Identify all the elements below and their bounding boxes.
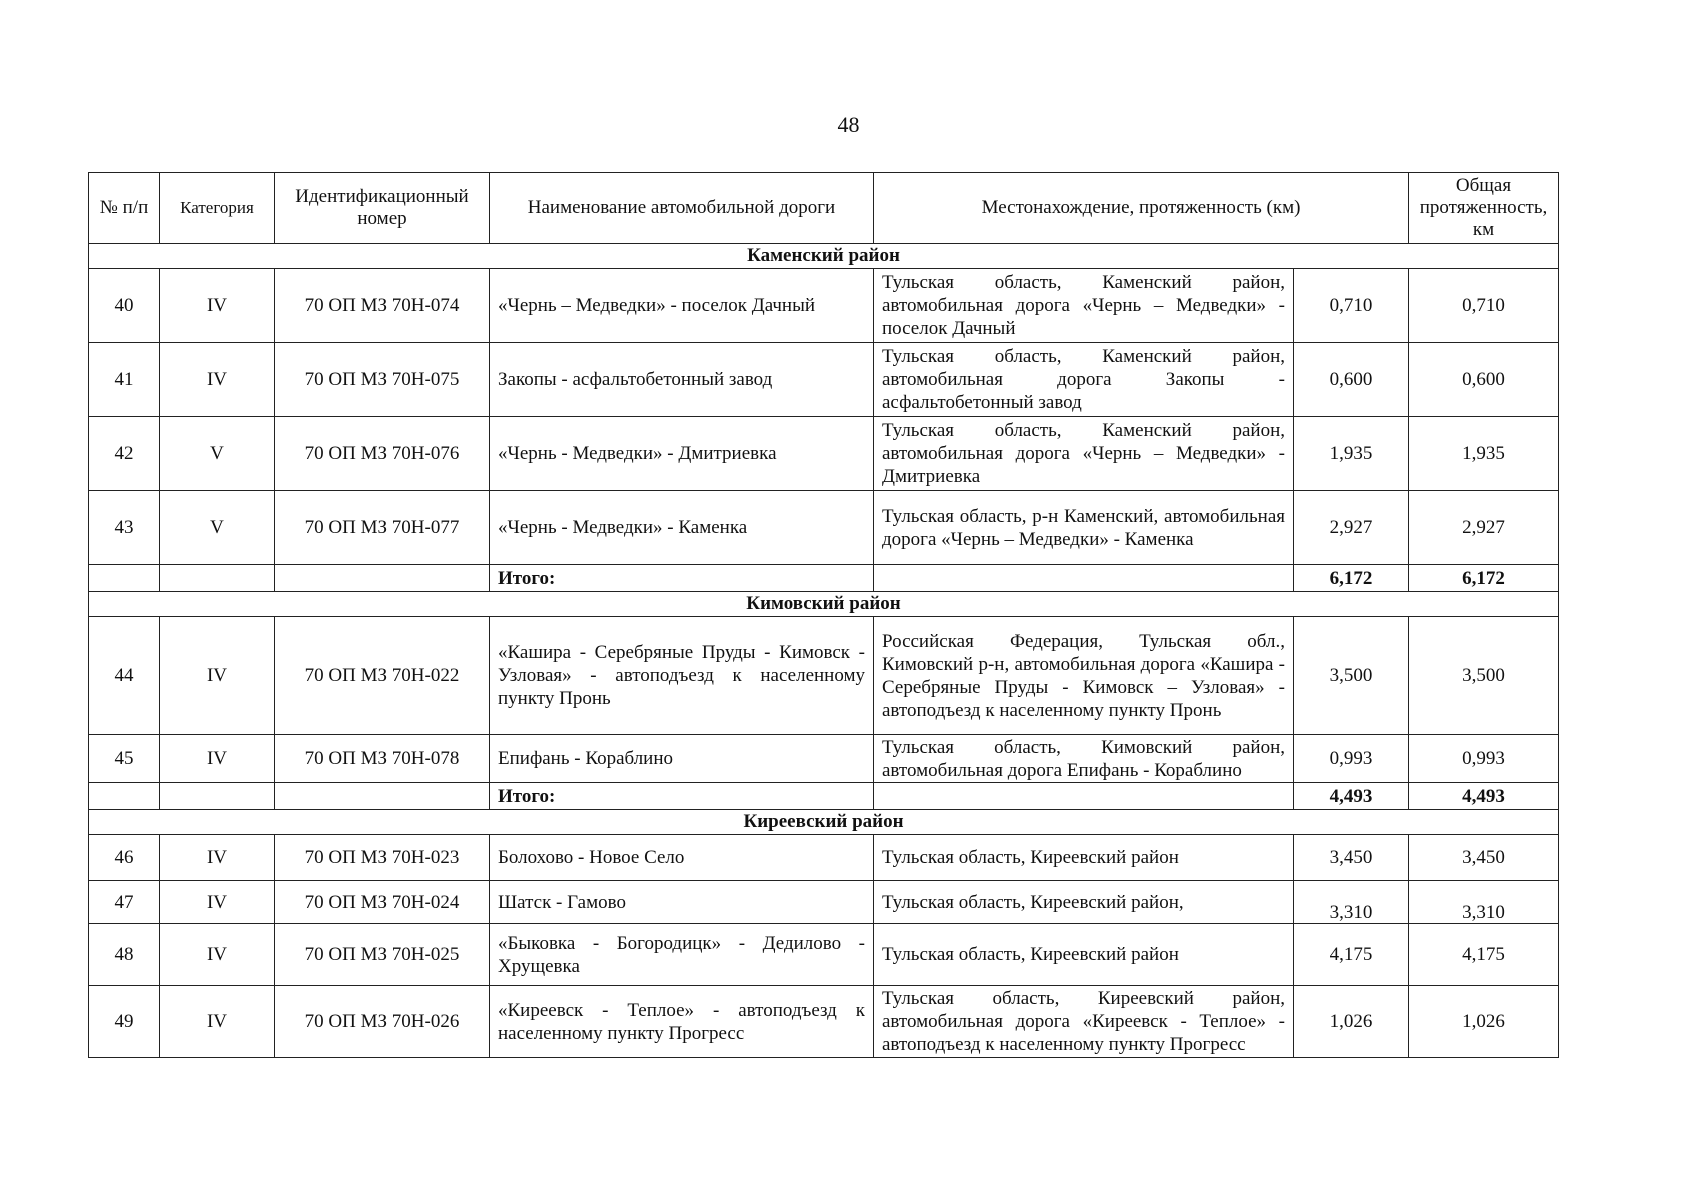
cell-total: 3,500 — [1409, 617, 1559, 735]
cell-location: Тульская область, Каменский район, автомобильная дорога «Чернь – Медведки» - поселок Дачный — [874, 269, 1294, 343]
cell-road-name: Болохово - Новое Село — [490, 835, 874, 881]
cell-total: 0,993 — [1409, 735, 1559, 783]
cell-total: 1,935 — [1409, 417, 1559, 491]
empty-cell — [89, 783, 160, 810]
cell-num: 41 — [89, 343, 160, 417]
cell-location: Тульская область, Каменский район, автомобильная дорога «Чернь – Медведки» - Дмитриевка — [874, 417, 1294, 491]
district-row — [89, 592, 1559, 617]
cell-length: 1,026 — [1294, 986, 1409, 1058]
district-row — [89, 244, 1559, 269]
cell-category: IV — [160, 924, 275, 986]
length-value: 3,310 — [1329, 901, 1373, 923]
cell-location: Тульская область, Кимовский район, автомобильная дорога Епифань - Кораблино — [874, 735, 1294, 783]
cell-id: 70 ОП МЗ 70Н-078 — [275, 735, 490, 783]
empty-cell — [275, 565, 490, 592]
cell-num: 47 — [89, 881, 160, 924]
cell-total: 2,927 — [1409, 491, 1559, 565]
table-row — [89, 735, 1559, 783]
cell-road-name: Епифань - Кораблино — [490, 735, 874, 783]
district-title: Кимовский район — [89, 592, 1559, 617]
header-road-name: Наименование автомобильной дороги — [490, 173, 874, 244]
cell-length: 0,710 — [1294, 269, 1409, 343]
cell-category: IV — [160, 881, 275, 924]
cell-num: 49 — [89, 986, 160, 1058]
table-row — [89, 924, 1559, 986]
table-row — [89, 343, 1559, 417]
cell-location: Российская Федерация, Тульская обл., Кимовский р-н, автомобильная дорога «Кашира - Серебряные Пруды - Кимовск – Узловая» - автоподъезд к населенному пункту Пронь — [874, 617, 1294, 735]
cell-num: 42 — [89, 417, 160, 491]
cell-road-name: «Кашира - Серебряные Пруды - Кимовск - Узловая» - автоподъезд к населенному пункту Пронь — [490, 617, 874, 735]
cell-id: 70 ОП МЗ 70Н-076 — [275, 417, 490, 491]
cell-total: 3,450 — [1409, 835, 1559, 881]
cell-location: Тульская область, р-н Каменский, автомобильная дорога «Чернь – Медведки» - Каменка — [874, 491, 1294, 565]
total-length: 4,493 — [1294, 783, 1409, 810]
cell-id: 70 ОП МЗ 70Н-026 — [275, 986, 490, 1058]
cell-total: 1,026 — [1409, 986, 1559, 1058]
cell-total: 0,600 — [1409, 343, 1559, 417]
cell-category: IV — [160, 269, 275, 343]
cell-id: 70 ОП МЗ 70Н-074 — [275, 269, 490, 343]
cell-road-name: «Киреевск - Теплое» - автоподъезд к населенному пункту Прогресс — [490, 986, 874, 1058]
empty-cell — [874, 565, 1294, 592]
total-label: Итого: — [490, 783, 874, 810]
cell-road-name: Шатск - Гамово — [490, 881, 874, 924]
page-number: 48 — [837, 112, 860, 137]
empty-cell — [275, 783, 490, 810]
cell-num: 44 — [89, 617, 160, 735]
cell-num: 40 — [89, 269, 160, 343]
cell-length: 3,500 — [1294, 617, 1409, 735]
cell-length: 2,927 — [1294, 491, 1409, 565]
header-num: № п/п — [89, 173, 160, 244]
cell-total — [1409, 881, 1559, 924]
table-row — [89, 617, 1559, 735]
header-row — [89, 173, 1559, 244]
cell-category: V — [160, 417, 275, 491]
cell-length: 0,600 — [1294, 343, 1409, 417]
district-title: Киреевский район — [89, 810, 1559, 835]
cell-id: 70 ОП МЗ 70Н-023 — [275, 835, 490, 881]
cell-num: 46 — [89, 835, 160, 881]
total-row — [89, 783, 1559, 810]
header-total-length: Общая протяженность, км — [1409, 173, 1559, 244]
cell-id: 70 ОП МЗ 70Н-075 — [275, 343, 490, 417]
cell-num: 45 — [89, 735, 160, 783]
cell-num: 43 — [89, 491, 160, 565]
cell-category: IV — [160, 617, 275, 735]
cell-category: IV — [160, 343, 275, 417]
total-row — [89, 565, 1559, 592]
cell-road-name: «Чернь – Медведки» - поселок Дачный — [490, 269, 874, 343]
header-id-number: Идентификационный номер — [275, 173, 490, 244]
cell-category: IV — [160, 986, 275, 1058]
table-row — [89, 491, 1559, 565]
cell-num: 48 — [89, 924, 160, 986]
roads-table — [88, 172, 1559, 1058]
empty-cell — [874, 783, 1294, 810]
total-label: Итого: — [490, 565, 874, 592]
cell-id: 70 ОП МЗ 70Н-024 — [275, 881, 490, 924]
district-title: Каменский район — [89, 244, 1559, 269]
header-location: Местонахождение, протяженность (км) — [874, 173, 1409, 244]
cell-location: Тульская область, Киреевский район, — [874, 881, 1294, 924]
cell-id: 70 ОП МЗ 70Н-022 — [275, 617, 490, 735]
cell-id: 70 ОП МЗ 70Н-077 — [275, 491, 490, 565]
empty-cell — [160, 565, 275, 592]
cell-length — [1294, 881, 1409, 924]
header-category: Категория — [160, 173, 275, 244]
cell-length: 1,935 — [1294, 417, 1409, 491]
cell-category: IV — [160, 735, 275, 783]
cell-road-name: «Чернь - Медведки» - Каменка — [490, 491, 874, 565]
empty-cell — [89, 565, 160, 592]
cell-total: 4,175 — [1409, 924, 1559, 986]
cell-length: 0,993 — [1294, 735, 1409, 783]
cell-category: IV — [160, 835, 275, 881]
table-row — [89, 986, 1559, 1058]
cell-location: Тульская область, Каменский район, автомобильная дорога Закопы - асфальтобетонный завод — [874, 343, 1294, 417]
cell-id: 70 ОП МЗ 70Н-025 — [275, 924, 490, 986]
table-row — [89, 881, 1559, 924]
cell-road-name: Закопы - асфальтобетонный завод — [490, 343, 874, 417]
table-row — [89, 269, 1559, 343]
table-row — [89, 835, 1559, 881]
total-value: 3,310 — [1462, 901, 1505, 923]
cell-length: 4,175 — [1294, 924, 1409, 986]
total-sum: 6,172 — [1409, 565, 1559, 592]
total-length: 6,172 — [1294, 565, 1409, 592]
cell-location: Тульская область, Киреевский район — [874, 924, 1294, 986]
empty-cell — [160, 783, 275, 810]
cell-road-name: «Быковка - Богородицк» - Дедилово - Хрущевка — [490, 924, 874, 986]
cell-location: Тульская область, Киреевский район — [874, 835, 1294, 881]
cell-location: Тульская область, Киреевский район, автомобильная дорога «Киреевск - Теплое» - автоподъезд к населенному пункту Прогресс — [874, 986, 1294, 1058]
cell-length: 3,450 — [1294, 835, 1409, 881]
cell-road-name: «Чернь - Медведки» - Дмитриевка — [490, 417, 874, 491]
district-row — [89, 810, 1559, 835]
total-sum: 4,493 — [1409, 783, 1559, 810]
cell-total: 0,710 — [1409, 269, 1559, 343]
table-row — [89, 417, 1559, 491]
cell-category: V — [160, 491, 275, 565]
